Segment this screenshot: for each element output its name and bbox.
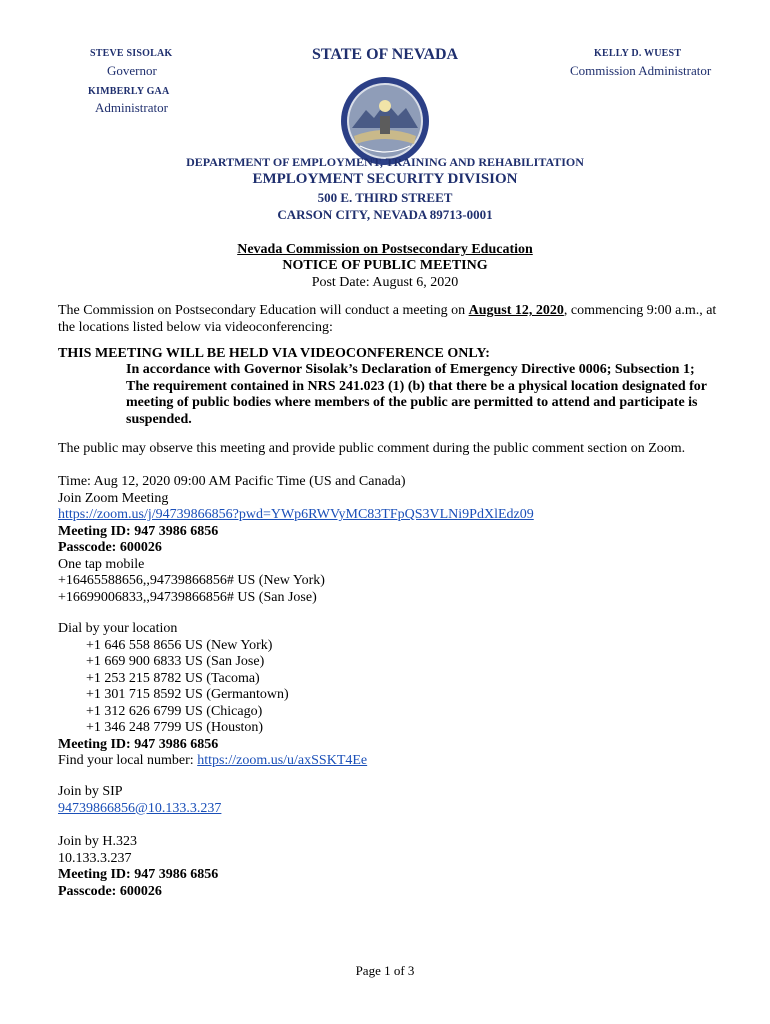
h323-section <box>58 834 218 900</box>
passcode: Passcode: 600026 <box>58 883 162 899</box>
governor-title: Governor <box>107 63 157 78</box>
page-number: Page 1 of 3 <box>355 963 415 978</box>
zoom-join-link[interactable]: https://zoom.us/j/94739866856?pwd=YWp6RWVyMC83TFpQS3VLNi9PdXlEdz09 <box>58 507 534 522</box>
h323-heading: Join by H.323 <box>58 834 137 849</box>
city-address: CARSON CITY, NEVADA 89713-0001 <box>277 207 493 222</box>
passcode: Passcode: 600026 <box>58 540 162 555</box>
post-date: Post Date: August 6, 2020 <box>311 275 459 290</box>
state-title: STATE OF NEVADA <box>312 46 459 63</box>
dial-line: +1 646 558 8656 US (New York) <box>86 637 273 653</box>
commissioner-name: KELLY D. WUEST <box>594 48 682 59</box>
local-number-link[interactable]: https://zoom.us/u/axSSKT4Ee <box>197 753 368 768</box>
administrator-name: KIMBERLY GAA <box>88 86 170 97</box>
dial-heading: Dial by your location <box>58 621 178 636</box>
dial-line: +1 346 248 7799 US (Houston) <box>86 720 264 735</box>
meeting-date: August 12, 2020 <box>468 303 564 318</box>
directive-block <box>126 362 736 428</box>
meeting-id: Meeting ID: 947 3986 6856 <box>58 523 219 539</box>
videoconference-heading: THIS MEETING WILL BE HELD VIA VIDEOCONFERENCE ONLY: <box>58 346 490 361</box>
commission-name: Nevada Commission on Postsecondary Education <box>237 242 533 257</box>
administrator-title: Administrator <box>95 100 168 115</box>
intro-text-end: , commencing 9:00 a.m., at <box>563 303 717 318</box>
intro-text-line2: the locations listed below via videoconferencing: <box>58 319 333 335</box>
local-number-label: Find your local number: <box>58 753 198 768</box>
intro-text-start: The Commission on Postsecondary Education will conduct a meeting on <box>58 303 469 318</box>
meeting-id: Meeting ID: 947 3986 6856 <box>58 867 219 882</box>
sip-address-link[interactable]: 94739866856@10.133.3.237 <box>58 800 222 816</box>
dial-section <box>58 621 738 770</box>
dial-line: +1 312 626 6799 US (Chicago) <box>86 703 263 719</box>
nevada-seal-icon <box>340 76 430 166</box>
directive-line: suspended. <box>126 411 192 427</box>
sip-heading: Join by SIP <box>58 784 123 799</box>
local-number-line <box>58 753 738 770</box>
one-tap-label: One tap mobile <box>58 556 145 572</box>
notice-heading: NOTICE OF PUBLIC MEETING <box>282 258 488 273</box>
h323-address: 10.133.3.237 <box>58 850 132 866</box>
directive-line: In accordance with Governor Sisolak’s Declaration of Emergency Directive 0006; Subsection 1; <box>126 362 695 377</box>
zoom-details <box>58 474 738 606</box>
directive-line: meeting of public bodies where members of the public are permitted to attend and participate is <box>126 395 698 410</box>
sip-section <box>58 784 221 817</box>
street-address: 500 E. THIRD STREET <box>317 190 453 205</box>
dial-line: +1 669 900 6833 US (San Jose) <box>86 654 265 669</box>
meeting-time: Time: Aug 12, 2020 09:00 AM Pacific Time (US and Canada) <box>58 474 406 489</box>
dial-line: +1 301 715 8592 US (Germantown) <box>86 687 289 702</box>
join-zoom-label: Join Zoom Meeting <box>58 490 169 506</box>
tap-line: +16465588656,,94739866856# US (New York) <box>58 573 325 588</box>
commissioner-title: Commission Administrator <box>570 63 712 78</box>
governor-name: STEVE SISOLAK <box>90 48 173 59</box>
division-name: EMPLOYMENT SECURITY DIVISION <box>252 171 518 187</box>
department-name: DEPARTMENT OF EMPLOYMENT, TRAINING AND REHABILITATION <box>186 155 584 169</box>
meeting-id: Meeting ID: 947 3986 6856 <box>58 736 219 752</box>
tap-line: +16699006833,,94739866856# US (San Jose) <box>58 589 317 605</box>
directive-line: The requirement contained in NRS 241.023 (1) (b) that there be a physical location designated for <box>126 378 707 394</box>
intro-paragraph <box>58 303 738 336</box>
dial-line: +1 253 215 8782 US (Tacoma) <box>86 670 260 686</box>
observe-paragraph: The public may observe this meeting and provide public comment during the public comment section on Zoom. <box>58 441 686 456</box>
